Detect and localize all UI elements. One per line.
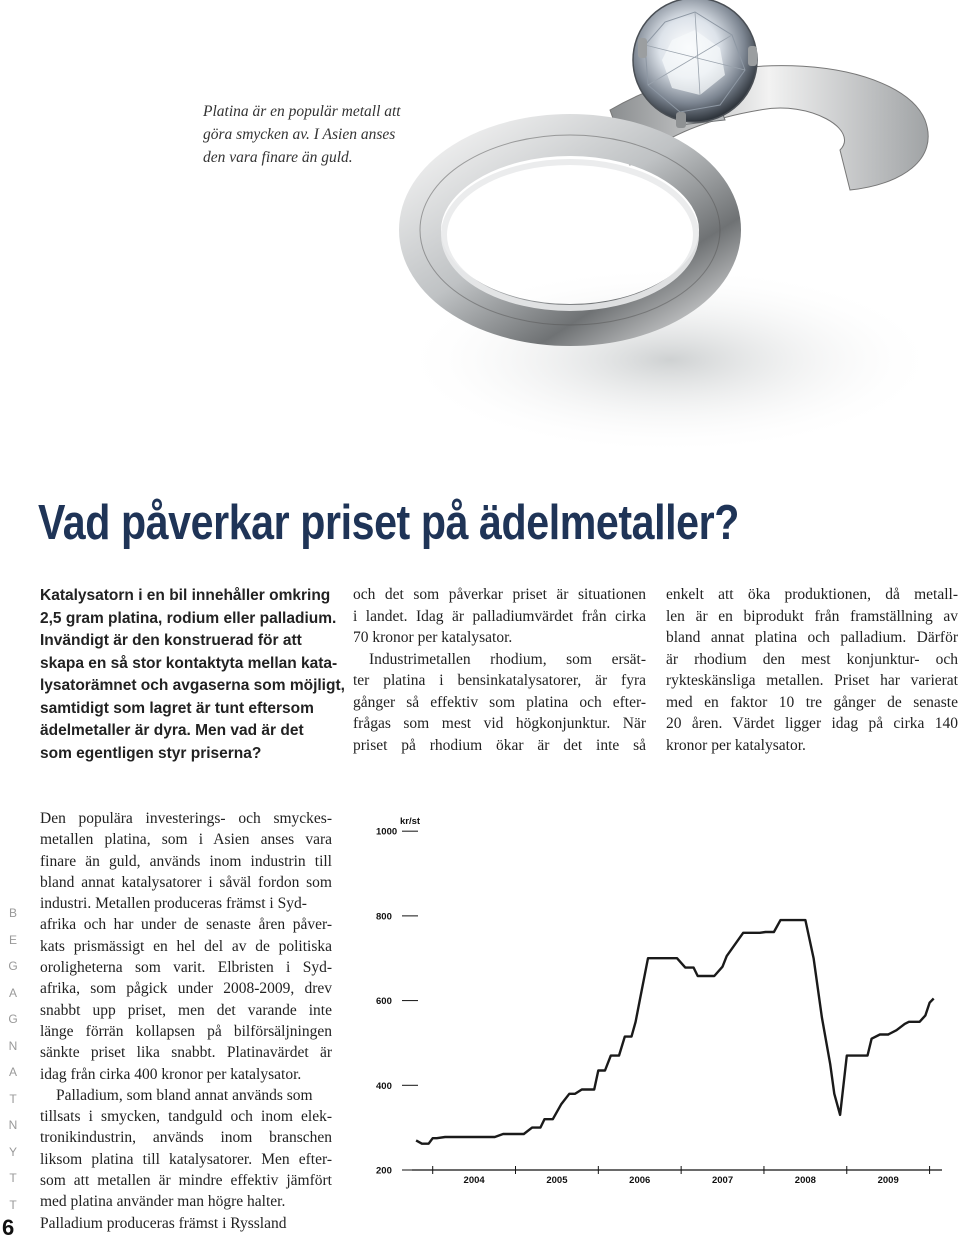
section-label-letter: T [9,1091,17,1106]
body-line: oroligheterna som varit. Elbristen i Syd- [40,959,332,977]
section-label-letter: B [8,906,17,920]
section-label-letter: Y [8,1144,17,1159]
section-label-letter: N [8,1118,18,1132]
lead-line: 2,5 gram platina, rodium eller palladium. [40,609,337,627]
body-line: industri. Metallen produceras främst i Syd- [40,895,307,913]
y-axis-label: kr/st [400,816,421,827]
page-number: 6 [2,1215,15,1240]
body-line: sänkte priset lika snabbt. Platinavärdet är [40,1044,332,1062]
x-tick-label: 2006 [629,1175,651,1186]
column2-line: och det som påverkar priset är situationen [353,586,646,603]
body-line: Palladium, som bland annat används som [56,1086,313,1104]
column2-line: 70 kronor per katalysator. [353,629,513,646]
x-tick-label: 2007 [711,1175,734,1186]
body-line: kats prismässigt en hel del av de politiska [40,937,332,955]
body-line: snabbt upp priset, men det varande inte [40,1001,332,1019]
lead-line: Katalysatorn i en bil innehåller omkring [40,587,331,604]
body-line: Palladium produceras främst i Ryssland [40,1214,287,1232]
body-line: afrika och har under de senaste åren påver- [40,916,332,934]
lead-line: ädelmetaller är dyra. Men vad är det [40,722,304,739]
body-line: tillsats i smycken, tandguld och inom elek- [40,1108,332,1126]
column3-line: rykteskänsliga metallen. Priset har varierat [666,672,958,689]
body-line: finare än guld, används inom industrin till [40,852,332,870]
x-tick-label: 2005 [546,1175,568,1186]
lead-line: skapa en så stor kontaktyta mellan kata- [40,654,338,672]
section-label [4,900,22,1218]
column3-line: len är en biprodukt från framställning av [666,607,958,625]
y-tick-label: 600 [376,996,392,1008]
caption-line: Platina är en populär metall att [203,103,401,120]
section-label-letter: A [8,985,17,1000]
chart-ticks [376,827,950,1186]
section-label-letter: G [8,959,18,973]
chart-series [416,920,934,1144]
column2-line: priset på rhodium ökar är det inte så [353,736,646,754]
text-column-2 [353,584,646,756]
body-line: idag från cirka 400 kronor per katalysator. [40,1065,302,1083]
lead-line: Invändigt är den konstruerad för att [40,632,302,649]
lead-line: samtidigt som lagret är tunt eftersom [40,699,314,717]
x-tick-label: 2004 [463,1175,485,1186]
section-label-letter: T [9,1197,17,1212]
column3-line: bland annat platina och palladium. Därför [666,629,958,646]
y-tick-label: 200 [376,1165,392,1177]
x-tick-label: 2009 [877,1175,899,1186]
column3-line: 20 åren. Värdet ligger idag på cirka 140 [666,715,958,732]
body-line: länge förrän kollapsen på bilförsäljningen [40,1022,332,1040]
ring-photo [380,0,960,470]
platinum-price-chart [350,790,950,1200]
section-label-letter: G [8,1012,18,1026]
lead-line: som egentligen styr priserna? [40,744,262,762]
x-tick-label: 2008 [794,1175,816,1186]
column3-line: är rhodium den mest konjunktur- och [666,650,958,668]
column2-line: i landet. Idag är palladiumvärdet från cirka [353,607,646,625]
body-line: metallen platina, som i Asien anses vara [40,831,332,849]
body-text [40,808,332,1234]
body-line: liksom platina till katalysatorer. Men efter- [40,1150,332,1168]
body-line: med platina använder man högre halter. [40,1193,286,1211]
section-label-letter: E [8,932,17,947]
column2-line: frågas som mest vid högkonjunktur. När [353,715,646,732]
body-line: tronikindustrin, används inom branschen [40,1129,332,1147]
body-line: Den populära investerings- och smyckes- [40,810,332,827]
column3-line: enkelt att öka produktionen, då metall- [666,586,958,603]
column3-line: kronor per katalysator. [666,736,806,754]
column2-line: gånger så effektiv som platina och efter- [353,693,646,711]
section-label-letter: A [8,1065,17,1079]
y-tick-label: 1000 [376,826,398,838]
caption-line: den vara finare än guld. [203,149,353,166]
column2-line: ter platina i bensinkatalysatorer, är fyra [353,672,646,689]
price-line [416,920,934,1144]
column2-line: Industrimetallen rhodium, som ersät- [369,650,646,668]
y-tick-label: 800 [376,911,392,923]
body-line: afrika, som pågick under 2008-2009, drev [40,980,332,998]
headline: Vad påverkar priset på ädelmetaller? [38,496,739,550]
caption-line: göra smycken av. I Asien anses [203,126,396,143]
body-line: bland annat katalysatorer i såväl fordon som [40,873,332,891]
text-column-3 [666,584,958,756]
photo-caption [203,100,403,169]
body-line: som att metallen är mindre effektiv jämfört [40,1172,332,1190]
section-label-letter: T [9,1171,17,1185]
section-label-letter: N [8,1038,18,1053]
chart-axes [400,816,942,1170]
y-tick-label: 400 [376,1080,392,1092]
column3-line: med en faktor 10 tre gånger de senaste [666,693,958,711]
lead-paragraph [40,585,345,765]
lead-line: lysatorämnet och avgaserna som möjligt, [40,677,345,694]
